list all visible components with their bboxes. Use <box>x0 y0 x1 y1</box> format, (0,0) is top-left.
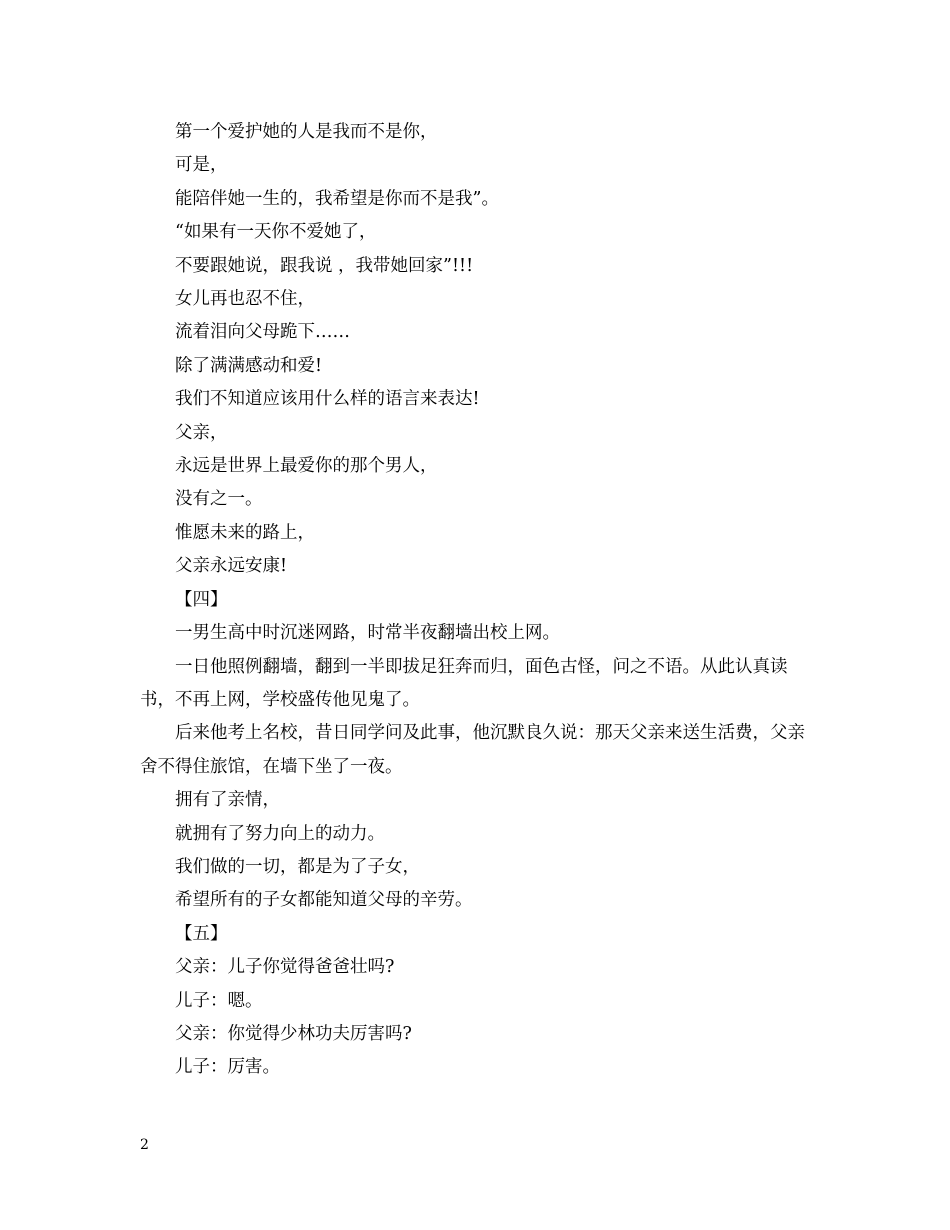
paragraph: 惟愿未来的路上， <box>175 522 315 543</box>
paragraph: 除了满满感动和爱! <box>175 355 323 376</box>
section-heading: 【四】 <box>175 589 228 610</box>
paragraph: 儿子：嗯。 <box>175 990 263 1011</box>
paragraph: 父亲：你觉得少林功夫厉害吗? <box>175 1023 412 1044</box>
paragraph: 第一个爱护她的人是我而不是你， <box>175 122 438 142</box>
page-number: 2 <box>140 1137 149 1153</box>
paragraph: 父亲永远安康! <box>175 556 288 577</box>
paragraph: 没有之一。 <box>175 489 263 510</box>
paragraph: 一男生高中时沉迷网路，时常半夜翻墙出校上网。 <box>175 623 560 644</box>
paragraph: 女儿再也忍不住， <box>175 289 315 310</box>
paragraph: 希望所有的子女都能知道父母的辛劳。 <box>175 890 473 911</box>
paragraph: 可是， <box>175 155 228 176</box>
paragraph: 儿子：厉害。 <box>175 1057 280 1078</box>
paragraph: 不要跟她说，跟我说 ，我带她回家”!!! <box>175 255 474 276</box>
paragraph: 流着泪向父母跪下…… <box>175 322 350 343</box>
paragraph: 一日他照例翻墙，翻到一半即拔足狂奔而归，面色古怪，问之不语。从此认真读书，不再上网，学校盛传他见鬼了。 <box>140 656 788 710</box>
paragraph: 我们做的一切，都是为了子女， <box>175 856 420 877</box>
paragraph: 就拥有了努力向上的动力。 <box>175 823 385 844</box>
paragraph: “如果有一天你不爱她了， <box>175 222 377 243</box>
paragraph: 能陪伴她一生的，我希望是你而不是我”。 <box>175 188 499 209</box>
document-body <box>140 116 812 1085</box>
section-heading: 【五】 <box>175 923 228 944</box>
paragraph: 后来他考上名校，昔日同学问及此事，他沉默良久说：那天父亲来送生活费，父亲舍不得住旅馆，在墙下坐了一夜。 <box>140 723 805 777</box>
paragraph: 父亲：儿子你觉得爸爸壮吗? <box>175 957 395 978</box>
paragraph: 父亲， <box>175 422 228 443</box>
paragraph: 永远是世界上最爱你的那个男人， <box>175 456 438 477</box>
paragraph: 我们不知道应该用什么样的语言来表达! <box>175 389 480 410</box>
paragraph: 拥有了亲情， <box>175 790 280 811</box>
